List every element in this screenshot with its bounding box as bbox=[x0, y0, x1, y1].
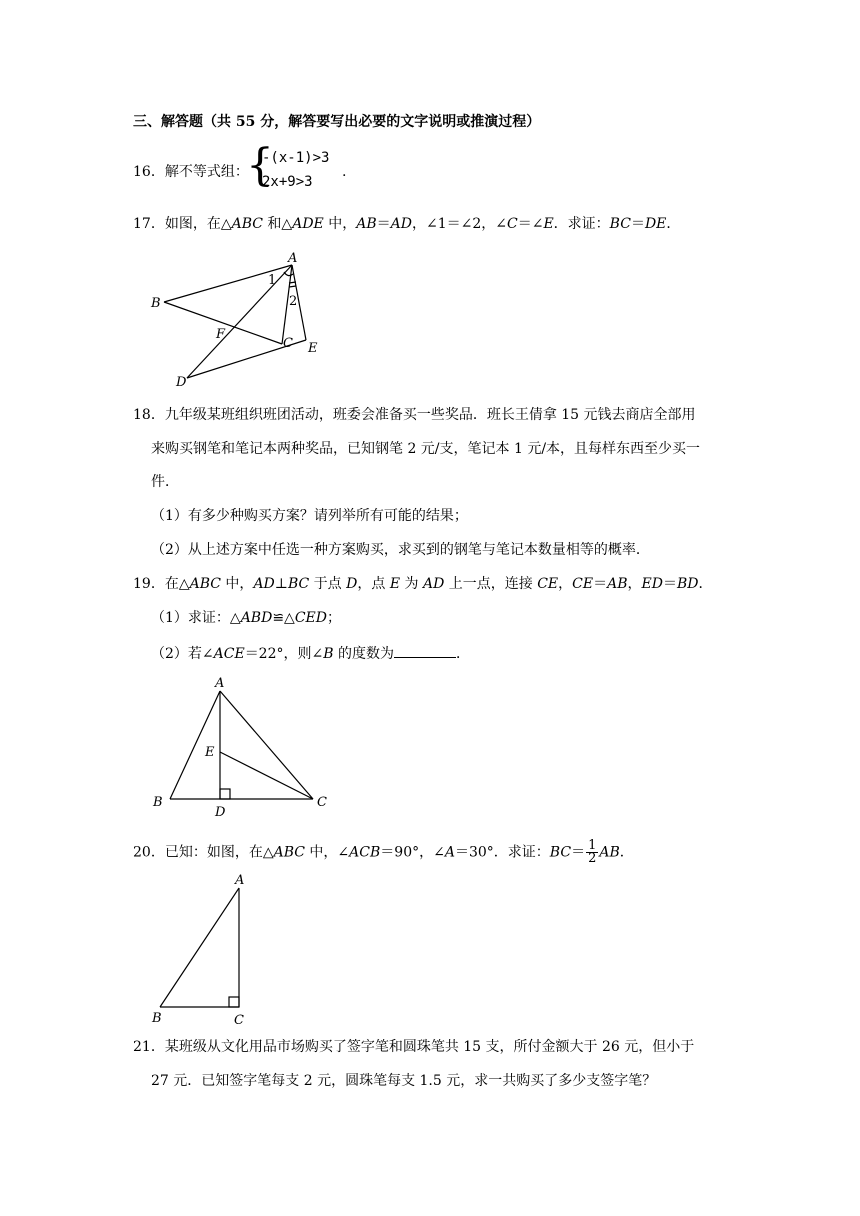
q17-label-f: F bbox=[216, 327, 226, 342]
q17-var: DE bbox=[644, 216, 667, 232]
q17-label-2: 2 bbox=[289, 294, 298, 309]
q16-brace: { bbox=[246, 140, 274, 191]
q18-sub-2: （2）从上述方案中任选一种方案购买，求买到的钢笔与笔记本数量相等的概率． bbox=[151, 542, 650, 558]
q18-line-3: 件． bbox=[151, 474, 179, 490]
q19-text: 于点 bbox=[309, 576, 347, 592]
q17-label-1: 1 bbox=[268, 273, 277, 288]
q20-number: 20． bbox=[133, 844, 165, 861]
q17-text: 和△ bbox=[262, 216, 293, 232]
q17-label-e: E bbox=[308, 341, 318, 356]
q19-var: ED bbox=[641, 576, 663, 592]
q19-text: 上一点，连接 bbox=[444, 576, 538, 592]
q19-var: AD bbox=[253, 576, 275, 592]
q19-text: 在△ bbox=[164, 576, 190, 592]
q18-sub-1: （1）有多少种购买方案？请列举所有可能的结果； bbox=[151, 508, 468, 524]
q17-label-c: C bbox=[283, 336, 293, 351]
q20-label-a: A bbox=[235, 873, 245, 888]
q21-line-1 bbox=[133, 1037, 694, 1057]
q19-text: ， bbox=[558, 576, 573, 592]
q16-number: 16． bbox=[133, 164, 165, 180]
q20-text: ＝ bbox=[571, 844, 586, 861]
q19-text: （2）若∠ bbox=[151, 646, 214, 662]
q18-line-2: 来购买钢笔和笔记本两种奖品，已知钢笔 2 元/支，笔记本 1 元/本，且每样东西至少买一 bbox=[151, 441, 701, 457]
q20-fraction-den: 2 bbox=[588, 851, 597, 866]
q19-number: 19． bbox=[133, 576, 165, 592]
q19-text: ＝ bbox=[593, 576, 608, 592]
q19-text: ． bbox=[698, 576, 713, 592]
q16-inequality-1: -(x-1)>3 bbox=[262, 150, 330, 166]
q17-var: E bbox=[543, 216, 554, 232]
q20-text: 已知：如图，在△ bbox=[164, 844, 274, 861]
q19-var: D bbox=[346, 576, 358, 592]
q17-var: AB bbox=[356, 216, 377, 232]
q19-label-b: B bbox=[153, 795, 163, 810]
q19-var: B bbox=[323, 646, 334, 662]
section-heading: 三、解答题（共 55 分，解答要写出必要的文字说明或推演过程） bbox=[133, 114, 541, 130]
q20-var: A bbox=[444, 844, 455, 861]
q20-var: BC bbox=[549, 844, 572, 861]
q18-number: 18． bbox=[133, 407, 165, 423]
q20-var: AB bbox=[599, 844, 620, 861]
q20-var: ACB bbox=[349, 844, 381, 861]
q19-var: AD bbox=[422, 576, 445, 592]
q16-text: 解不等式组： bbox=[164, 164, 249, 180]
q19-label-d: D bbox=[215, 805, 226, 820]
q21-number: 21． bbox=[133, 1039, 165, 1055]
q20-text: ． bbox=[619, 844, 634, 861]
q17-text: ． bbox=[666, 216, 681, 232]
q17-label-a: A bbox=[288, 251, 298, 266]
q20-text: ＝90°，∠ bbox=[380, 844, 445, 861]
q19-var: ABC bbox=[189, 576, 221, 592]
q19-label-a: A bbox=[215, 676, 225, 691]
q19-text: ； bbox=[326, 610, 341, 626]
q20-fraction-num: 1 bbox=[588, 838, 597, 853]
q21-line-2: 27 元．已知签字笔每支 2 元，圆珠笔每支 1.5 元，求一共购买了多少支签字笔？ bbox=[151, 1073, 657, 1089]
q17-label-b: B bbox=[151, 296, 161, 311]
q17-text: 中， bbox=[323, 216, 357, 232]
q20-var: ABC bbox=[273, 844, 305, 861]
q19-var: AB bbox=[607, 576, 628, 592]
q17-label-d: D bbox=[176, 375, 187, 390]
q19-text: ≌△ bbox=[272, 610, 295, 626]
q19-text: ＝22°，则∠ bbox=[244, 646, 324, 662]
q20-text: 中，∠ bbox=[304, 844, 350, 861]
q19-text: 的度数为 bbox=[333, 646, 394, 662]
q17-text: ．求证： bbox=[553, 216, 610, 232]
q17-text: ＝ bbox=[630, 216, 645, 232]
q19-var: E bbox=[389, 576, 401, 592]
q20-label-c: C bbox=[234, 1013, 244, 1028]
q19-text: ，点 bbox=[357, 576, 390, 592]
q19-text: ⊥ bbox=[274, 576, 288, 592]
q17-number: 17． bbox=[133, 216, 165, 232]
q19-text: 为 bbox=[400, 576, 423, 592]
q17-var: ABC bbox=[231, 216, 263, 232]
q20-label-b: B bbox=[152, 1011, 162, 1026]
q16-end: . bbox=[342, 164, 347, 180]
q17-var: AD bbox=[390, 216, 412, 232]
q18-text: 九年级某班组织班团活动，班委会准备买一些奖品．班长王倩拿 15 元钱去商店全部用 bbox=[164, 407, 696, 423]
q19-var: CED bbox=[294, 610, 327, 626]
q19-text: 中， bbox=[220, 576, 254, 592]
q17-text: 如图，在△ bbox=[164, 216, 232, 232]
q19-text: ＝ bbox=[662, 576, 677, 592]
q20-text: ＝30°．求证： bbox=[454, 844, 550, 861]
q19-var: ABD bbox=[240, 610, 273, 626]
q17-text: ＝∠ bbox=[517, 216, 544, 232]
q19-text: （1）求证：△ bbox=[151, 610, 241, 626]
q17-var: BC bbox=[609, 216, 631, 232]
q17-text: ，∠1＝∠2，∠ bbox=[411, 216, 507, 232]
q17-text: ＝ bbox=[376, 216, 391, 232]
q19-label-e: E bbox=[205, 745, 215, 760]
q19-var: CE bbox=[572, 576, 594, 592]
q16-inequality-2: 2x+9>3 bbox=[262, 174, 313, 190]
q19-var: BC bbox=[287, 576, 310, 592]
q19-var: CE bbox=[537, 576, 559, 592]
q19-var: BD bbox=[676, 576, 699, 592]
q21-text: 某班级从文化用品市场购买了签字笔和圆珠笔共 15 支，所付金额大于 26 元，但小于 bbox=[164, 1039, 695, 1055]
q19-text: ． bbox=[455, 646, 470, 662]
q19-text: ， bbox=[627, 576, 642, 592]
q19-var: ACE bbox=[213, 646, 245, 662]
q19-label-c: C bbox=[317, 795, 327, 810]
q17-var: C bbox=[506, 216, 518, 232]
q17-var: ADE bbox=[292, 216, 324, 232]
